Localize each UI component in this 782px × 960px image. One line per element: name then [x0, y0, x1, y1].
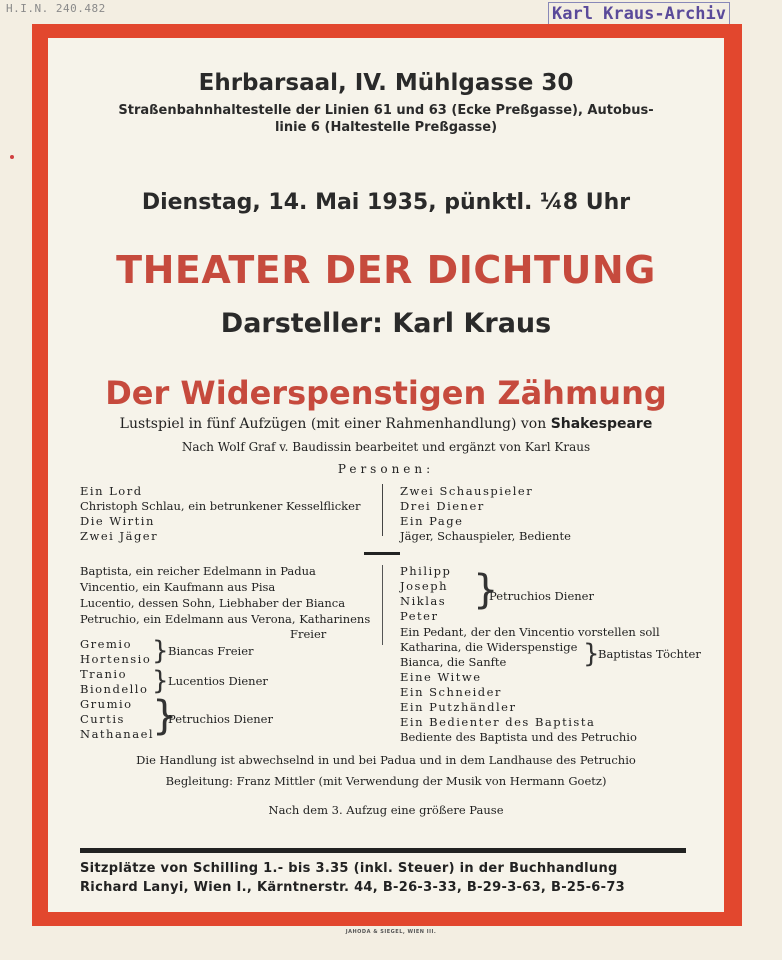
- cast-right-rest-0: Eine Witwe: [400, 670, 482, 684]
- printer-imprint: JAHODA & SIEGEL, WIEN III.: [345, 929, 437, 935]
- rgroup1-name-3: Peter: [400, 609, 439, 623]
- cast-right-rest-2: Ein Putzhändler: [400, 700, 517, 714]
- rgroup2-label: Baptistas Töchter: [598, 647, 701, 661]
- brace-rgroup2: }: [583, 639, 600, 669]
- date-line: Dienstag, 14. Mai 1935, pünktl. ¼8 Uhr: [141, 190, 631, 215]
- cast-frame-left-3: Zwei Jäger: [80, 529, 159, 543]
- venue-heading: Ehrbarsaal, IV. Mühlgasse 30: [198, 70, 574, 96]
- brace-group3: }: [152, 693, 178, 739]
- group3-name-1: Curtis: [80, 712, 125, 726]
- footer-rule: [80, 848, 686, 853]
- cast-pedant: Ein Pedant, der den Vincentio vorstellen soll: [400, 625, 660, 639]
- rgroup1-name-2: Niklas: [400, 594, 447, 608]
- cast-frame-right-2: Ein Page: [400, 514, 464, 528]
- persons-heading: Personen:: [337, 462, 435, 476]
- theater-title: THEATER DER DICHTUNG: [116, 248, 656, 292]
- cast-right-rest-4: Bediente des Baptista und des Petruchio: [400, 730, 637, 744]
- group1-name-1: Hortensio: [80, 652, 152, 666]
- ink-mark: [10, 155, 14, 159]
- rgroup2-name-0: Katharina, die Widerspenstige: [400, 640, 578, 654]
- cast-left-0: Baptista, ein reicher Edelmann in Padua: [80, 564, 316, 578]
- group3-name-0: Grumio: [80, 697, 133, 711]
- group2-name-0: Tranio: [80, 667, 128, 681]
- group2-name-1: Biondello: [80, 682, 149, 696]
- genre-text: Lustspiel in fünf Aufzügen (mit einer Rahmenhandlung) von: [119, 416, 547, 432]
- rgroup1-name-1: Joseph: [400, 579, 449, 593]
- tram-line-1: Straßenbahnhaltestelle der Linien 61 und 63 (Ecke Preßgasse), Autobus-: [118, 103, 654, 118]
- group1-name-0: Gremio: [80, 637, 132, 651]
- genre-line: [48, 416, 724, 432]
- group3-name-2: Nathanael: [80, 727, 155, 741]
- group1-label: Biancas Freier: [168, 644, 254, 658]
- cast-left-1: Vincentio, ein Kaufmann aus Pisa: [80, 580, 276, 594]
- cast-frame-right-3: Jäger, Schauspieler, Bediente: [400, 529, 571, 543]
- setting-note: Die Handlung ist abwechselnd in und bei Padua und in dem Landhause des Petruchio: [136, 753, 636, 767]
- group2-label: Lucentios Diener: [168, 674, 268, 688]
- cast-left-2: Lucentio, dessen Sohn, Liebhaber der Bianca: [80, 596, 346, 610]
- tram-line-2: linie 6 (Haltestelle Preßgasse): [274, 120, 498, 135]
- music-note: Begleitung: Franz Mittler (mit Verwendung der Musik von Hermann Goetz): [165, 774, 607, 788]
- play-title: Der Widerspenstigen Zähmung: [105, 374, 667, 412]
- cast-right-rest-1: Ein Schneider: [400, 685, 502, 699]
- cast-left-4: Freier: [290, 627, 327, 641]
- rgroup1-name-0: Philipp: [400, 564, 452, 578]
- cast-frame-right-1: Drei Diener: [400, 499, 485, 513]
- cast-right-rest-3: Ein Bedienter des Baptista: [400, 715, 596, 729]
- pause-note: Nach dem 3. Aufzug eine größere Pause: [268, 803, 504, 817]
- section-separator: [364, 552, 400, 555]
- group3-label: Petruchios Diener: [168, 712, 273, 726]
- column-divider-2: [382, 565, 383, 645]
- archive-id: H.I.N. 240.482: [6, 2, 106, 15]
- rgroup2-name-1: Bianca, die Sanfte: [400, 655, 507, 669]
- cast-left-3: Petruchio, ein Edelmann aus Verona, Katharinens: [80, 612, 371, 626]
- rgroup1-label: Petruchios Diener: [489, 589, 594, 603]
- actor-line: Darsteller: Karl Kraus: [220, 308, 552, 339]
- brace-group1: }: [152, 636, 169, 666]
- column-divider: [382, 484, 383, 536]
- footer-line-1: Sitzplätze von Schilling 1.- bis 3.35 (inkl. Steuer) in der Buchhandlung: [80, 861, 618, 876]
- brace-rgroup1: }: [473, 567, 499, 613]
- footer-line-2: Richard Lanyi, Wien I., Kärntnerstr. 44, B-26-3-33, B-29-3-63, B-25-6-73: [80, 880, 626, 895]
- archive-stamp: Karl Kraus-Archiv: [548, 2, 730, 26]
- cast-frame-left-0: Ein Lord: [80, 484, 143, 498]
- cast-frame-left-2: Die Wirtin: [80, 514, 155, 528]
- adaptation-line: Nach Wolf Graf v. Baudissin bearbeitet und ergänzt von Karl Kraus: [181, 440, 591, 454]
- author-name: Shakespeare: [550, 416, 653, 432]
- cast-frame-right-0: Zwei Schauspieler: [400, 484, 534, 498]
- cast-frame-left-1: Christoph Schlau, ein betrunkener Kesselflicker: [80, 499, 361, 513]
- brace-group2: }: [152, 666, 169, 696]
- tram-info: [48, 102, 724, 136]
